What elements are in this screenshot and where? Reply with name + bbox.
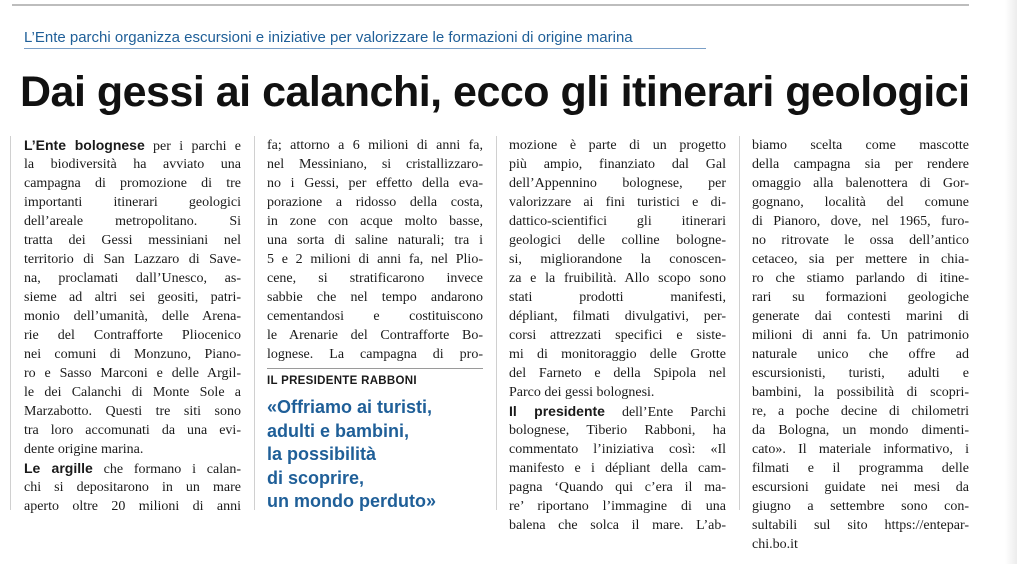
- text-line: [24, 478, 241, 497]
- text-line: [24, 212, 241, 231]
- text-run: monio dell’umanità, delle Arena-: [24, 309, 241, 324]
- text-line: [24, 440, 241, 459]
- text-run: della campagna sia per rendere: [752, 157, 969, 172]
- text-run: bolognese, Tiberio Rabboni, ha: [509, 423, 726, 438]
- text-run: filmati e il programma delle: [752, 461, 969, 476]
- text-line: [509, 421, 726, 440]
- text-line: [24, 269, 241, 288]
- text-run: mi di monitoraggio delle Grotte: [509, 347, 726, 362]
- text-line: [24, 307, 241, 326]
- text-run: na, proclamati dall’Unesco, as-: [24, 271, 241, 286]
- text-run: stati prodotti manifesti,: [509, 290, 726, 305]
- text-run: per i parchi e: [144, 139, 241, 154]
- text-line: [752, 307, 969, 326]
- text-run: escursionisti, turisti, adulti e: [752, 366, 969, 381]
- text-line: [752, 478, 969, 497]
- text-line: [267, 269, 483, 288]
- text-line: [509, 269, 726, 288]
- text-line: [509, 212, 726, 231]
- pullquote-line: la possibilità: [267, 444, 377, 464]
- text-line: [509, 231, 726, 250]
- text-run: importanti itinerari geologici: [24, 195, 241, 210]
- pullquote-rule: [267, 368, 483, 369]
- article-column-2: [267, 136, 483, 364]
- text-line: [509, 497, 726, 516]
- text-run: del Farneto e della Spipola nel: [509, 366, 726, 381]
- text-run: fa; attorno a 6 milioni di anni fa,: [267, 138, 483, 153]
- text-line: [24, 364, 241, 383]
- text-run: di Pianoro, dove, nel 1965, furo-: [752, 214, 969, 229]
- text-line: [267, 174, 483, 193]
- text-run: cetaceo, sia per mettere in chia-: [752, 252, 969, 267]
- text-run: sabbie che nel tempo andarono: [267, 290, 483, 305]
- text-line: [24, 459, 241, 478]
- text-line: [752, 383, 969, 402]
- text-line: [509, 459, 726, 478]
- text-run: chi si depositarono in un mare: [24, 480, 241, 495]
- text-run: 5 e 2 milioni di anni fa, nel Plio-: [267, 252, 483, 267]
- text-run: che formano i calan-: [92, 462, 241, 477]
- kicker-underline: [24, 48, 706, 49]
- text-line: [509, 478, 726, 497]
- text-run: dell’Ente Parchi: [604, 405, 726, 420]
- text-run: dattico-scientifici gli itinerari: [509, 214, 726, 229]
- text-line: [267, 288, 483, 307]
- text-line: [752, 459, 969, 478]
- text-run: nel Messiniano, si cristallizzaro-: [267, 157, 483, 172]
- text-run: la biodiversità ha avviato una: [24, 157, 241, 172]
- text-run: milioni di anni fa. Un patrimonio: [752, 328, 969, 343]
- lead-in-bold: L’Ente bolognese: [24, 137, 145, 153]
- page-edge-shadow: [1005, 0, 1017, 564]
- text-run: più ampio, finanziato dal Gal: [509, 157, 726, 172]
- text-run: generate dai contesti marini di: [752, 309, 969, 324]
- lead-in-bold: Le argille: [24, 460, 93, 476]
- text-run: aperto oltre 20 milioni di anni: [24, 499, 241, 514]
- text-run: da Bologna, un mondo dimenti-: [752, 423, 969, 438]
- text-run: za e la fruibilità. Allo scopo sono: [509, 271, 726, 286]
- text-run: cene, si stratificarono invece: [267, 271, 483, 286]
- text-line: [24, 421, 241, 440]
- text-line: [752, 193, 969, 212]
- text-line: [509, 326, 726, 345]
- text-run: nei comuni di Monzuno, Piano-: [24, 347, 241, 362]
- text-run: le dei Calanchi di Monte Sole a: [24, 385, 241, 400]
- text-line: [509, 136, 726, 155]
- text-line: [267, 307, 483, 326]
- column-divider: [254, 136, 255, 510]
- text-run: tra loro accomunati da una evi-: [24, 423, 241, 438]
- text-line: [752, 402, 969, 421]
- text-run: le Arenarie del Contrafforte Bo-: [267, 328, 483, 343]
- text-run: dell’areale metropolitano. Si: [24, 214, 241, 229]
- text-line: [24, 383, 241, 402]
- text-run: Parco dei gessi bolognesi.: [509, 385, 655, 400]
- text-line: [24, 231, 241, 250]
- text-run: sultabili sul sito https://entepar-: [752, 518, 969, 533]
- text-run: campagna di promozione di tre: [24, 176, 241, 191]
- text-line: [24, 497, 241, 516]
- pullquote-line: «Offriamo ai turisti,: [267, 397, 433, 417]
- pullquote-line: di scoprire,: [267, 467, 365, 488]
- text-line: [509, 193, 726, 212]
- text-run: dépliant, filmati divulgativi, per-: [509, 309, 726, 324]
- text-line: [267, 136, 483, 155]
- text-run: manifesto e i dépliant della cam-: [509, 461, 726, 476]
- text-run: dell’Appennino bolognese, per: [509, 176, 726, 191]
- text-line: [24, 136, 241, 155]
- text-run: in zone con acque molto basse,: [267, 214, 483, 229]
- text-line: [267, 326, 483, 345]
- text-run: balena che solca il mare. L’ab-: [509, 518, 726, 533]
- article-headline: Dai gessi ai calanchi, ecco gli itinerari geologici: [20, 68, 970, 116]
- text-run: dente origine marina.: [24, 442, 144, 457]
- text-run: ro e Sasso Marconi e delle Argil-: [24, 366, 241, 381]
- text-run: naturale unico che offre ad: [752, 347, 969, 362]
- text-line: [267, 155, 483, 174]
- text-run: re’ riportano l’immagine di una: [509, 499, 726, 514]
- text-run: cato». Il materiale informativo, i: [752, 442, 969, 457]
- text-run: valorizzare ai fini turistici e di-: [509, 195, 726, 210]
- text-run: no ritrovate le ossa dell’antico: [752, 233, 969, 248]
- text-line: [752, 516, 969, 535]
- text-run: Marzabotto. Questi tre siti sono: [24, 404, 241, 419]
- text-line: [509, 307, 726, 326]
- text-line: [24, 155, 241, 174]
- text-line: [24, 193, 241, 212]
- text-line: [24, 288, 241, 307]
- text-run: escursioni guidate nei mesi da: [752, 480, 969, 495]
- text-line: [752, 155, 969, 174]
- text-line: [267, 345, 483, 364]
- text-line: [24, 326, 241, 345]
- text-run: omaggio alla balenottera di Gor-: [752, 176, 969, 191]
- text-line: [24, 345, 241, 364]
- text-line: [752, 364, 969, 383]
- text-run: mozione è parte di un progetto: [509, 138, 726, 153]
- text-run: no i Gessi, per effetto della eva-: [267, 176, 483, 191]
- article-column-3: [509, 136, 726, 535]
- article-kicker: L’Ente parchi organizza escursioni e iniziative per valorizzare le formazioni di origine marina: [24, 29, 633, 46]
- text-line: [509, 402, 726, 421]
- text-line: [752, 345, 969, 364]
- text-line: [509, 364, 726, 383]
- text-line: [752, 212, 969, 231]
- text-line: [752, 288, 969, 307]
- text-line: [267, 193, 483, 212]
- pullquote-line: adulti e bambini,: [267, 420, 410, 441]
- text-line: [267, 212, 483, 231]
- text-run: rari su formazioni geologiche: [752, 290, 969, 305]
- text-line: [752, 535, 969, 554]
- text-line: [509, 516, 726, 535]
- text-line: [267, 250, 483, 269]
- text-line: [752, 421, 969, 440]
- text-line: [752, 231, 969, 250]
- text-line: [24, 174, 241, 193]
- text-run: cementandosi e costituiscono: [267, 309, 483, 324]
- text-run: sieme ad altri sei geositi, patri-: [24, 290, 241, 305]
- text-run: gognano, località del comune: [752, 195, 969, 210]
- text-line: [752, 440, 969, 459]
- text-line: [752, 250, 969, 269]
- text-run: si, migliorandone la conoscen-: [509, 252, 726, 267]
- text-line: [509, 250, 726, 269]
- text-run: porazione a ridosso della costa,: [267, 195, 483, 210]
- text-line: [509, 174, 726, 193]
- lead-in-bold: Il presidente: [509, 403, 605, 419]
- pullquote-line: un mondo perduto»: [267, 491, 436, 511]
- text-line: [267, 231, 483, 250]
- text-run: rie del Contrafforte Pliocenico: [24, 328, 241, 343]
- text-run: chi.bo.it: [752, 537, 798, 552]
- text-run: corsi attrezzati specifici e siste-: [509, 328, 726, 343]
- text-line: [752, 497, 969, 516]
- text-run: giugno a settembre sono con-: [752, 499, 969, 514]
- text-line: [752, 136, 969, 155]
- text-run: territorio di San Lazzaro di Save-: [24, 252, 241, 267]
- text-line: [509, 345, 726, 364]
- text-run: bambini, la possibilità di scopri-: [752, 385, 969, 400]
- column-divider: [496, 136, 497, 510]
- text-line: [509, 440, 726, 459]
- text-run: biamo scelta come mascotte: [752, 138, 969, 153]
- text-run: lognese. La campagna di pro-: [267, 347, 483, 362]
- text-run: re, a poche decine di chilometri: [752, 404, 969, 419]
- text-line: [24, 250, 241, 269]
- article-column-1: [24, 136, 241, 516]
- text-line: [509, 155, 726, 174]
- article-column-4: [752, 136, 969, 554]
- text-run: geologici delle colline bologne-: [509, 233, 726, 248]
- column-divider: [739, 136, 740, 510]
- top-rule: [12, 4, 969, 6]
- text-line: [752, 326, 969, 345]
- text-run: una sorta di saline naturali; tra i: [267, 233, 483, 248]
- text-run: commentato l’iniziativa così: «Il: [509, 442, 726, 457]
- text-line: [509, 288, 726, 307]
- text-line: [24, 402, 241, 421]
- pullquote: [267, 396, 493, 514]
- text-line: [509, 383, 726, 402]
- pullquote-label: IL PRESIDENTE RABBONI: [267, 375, 417, 387]
- text-run: pagna ‘Quando qui c’era il ma-: [509, 480, 726, 495]
- text-run: ro che stiamo parlando di itine-: [752, 271, 969, 286]
- text-run: tratta dei Gessi messiniani nel: [24, 233, 241, 248]
- column-divider: [10, 136, 11, 510]
- text-line: [752, 269, 969, 288]
- text-line: [752, 174, 969, 193]
